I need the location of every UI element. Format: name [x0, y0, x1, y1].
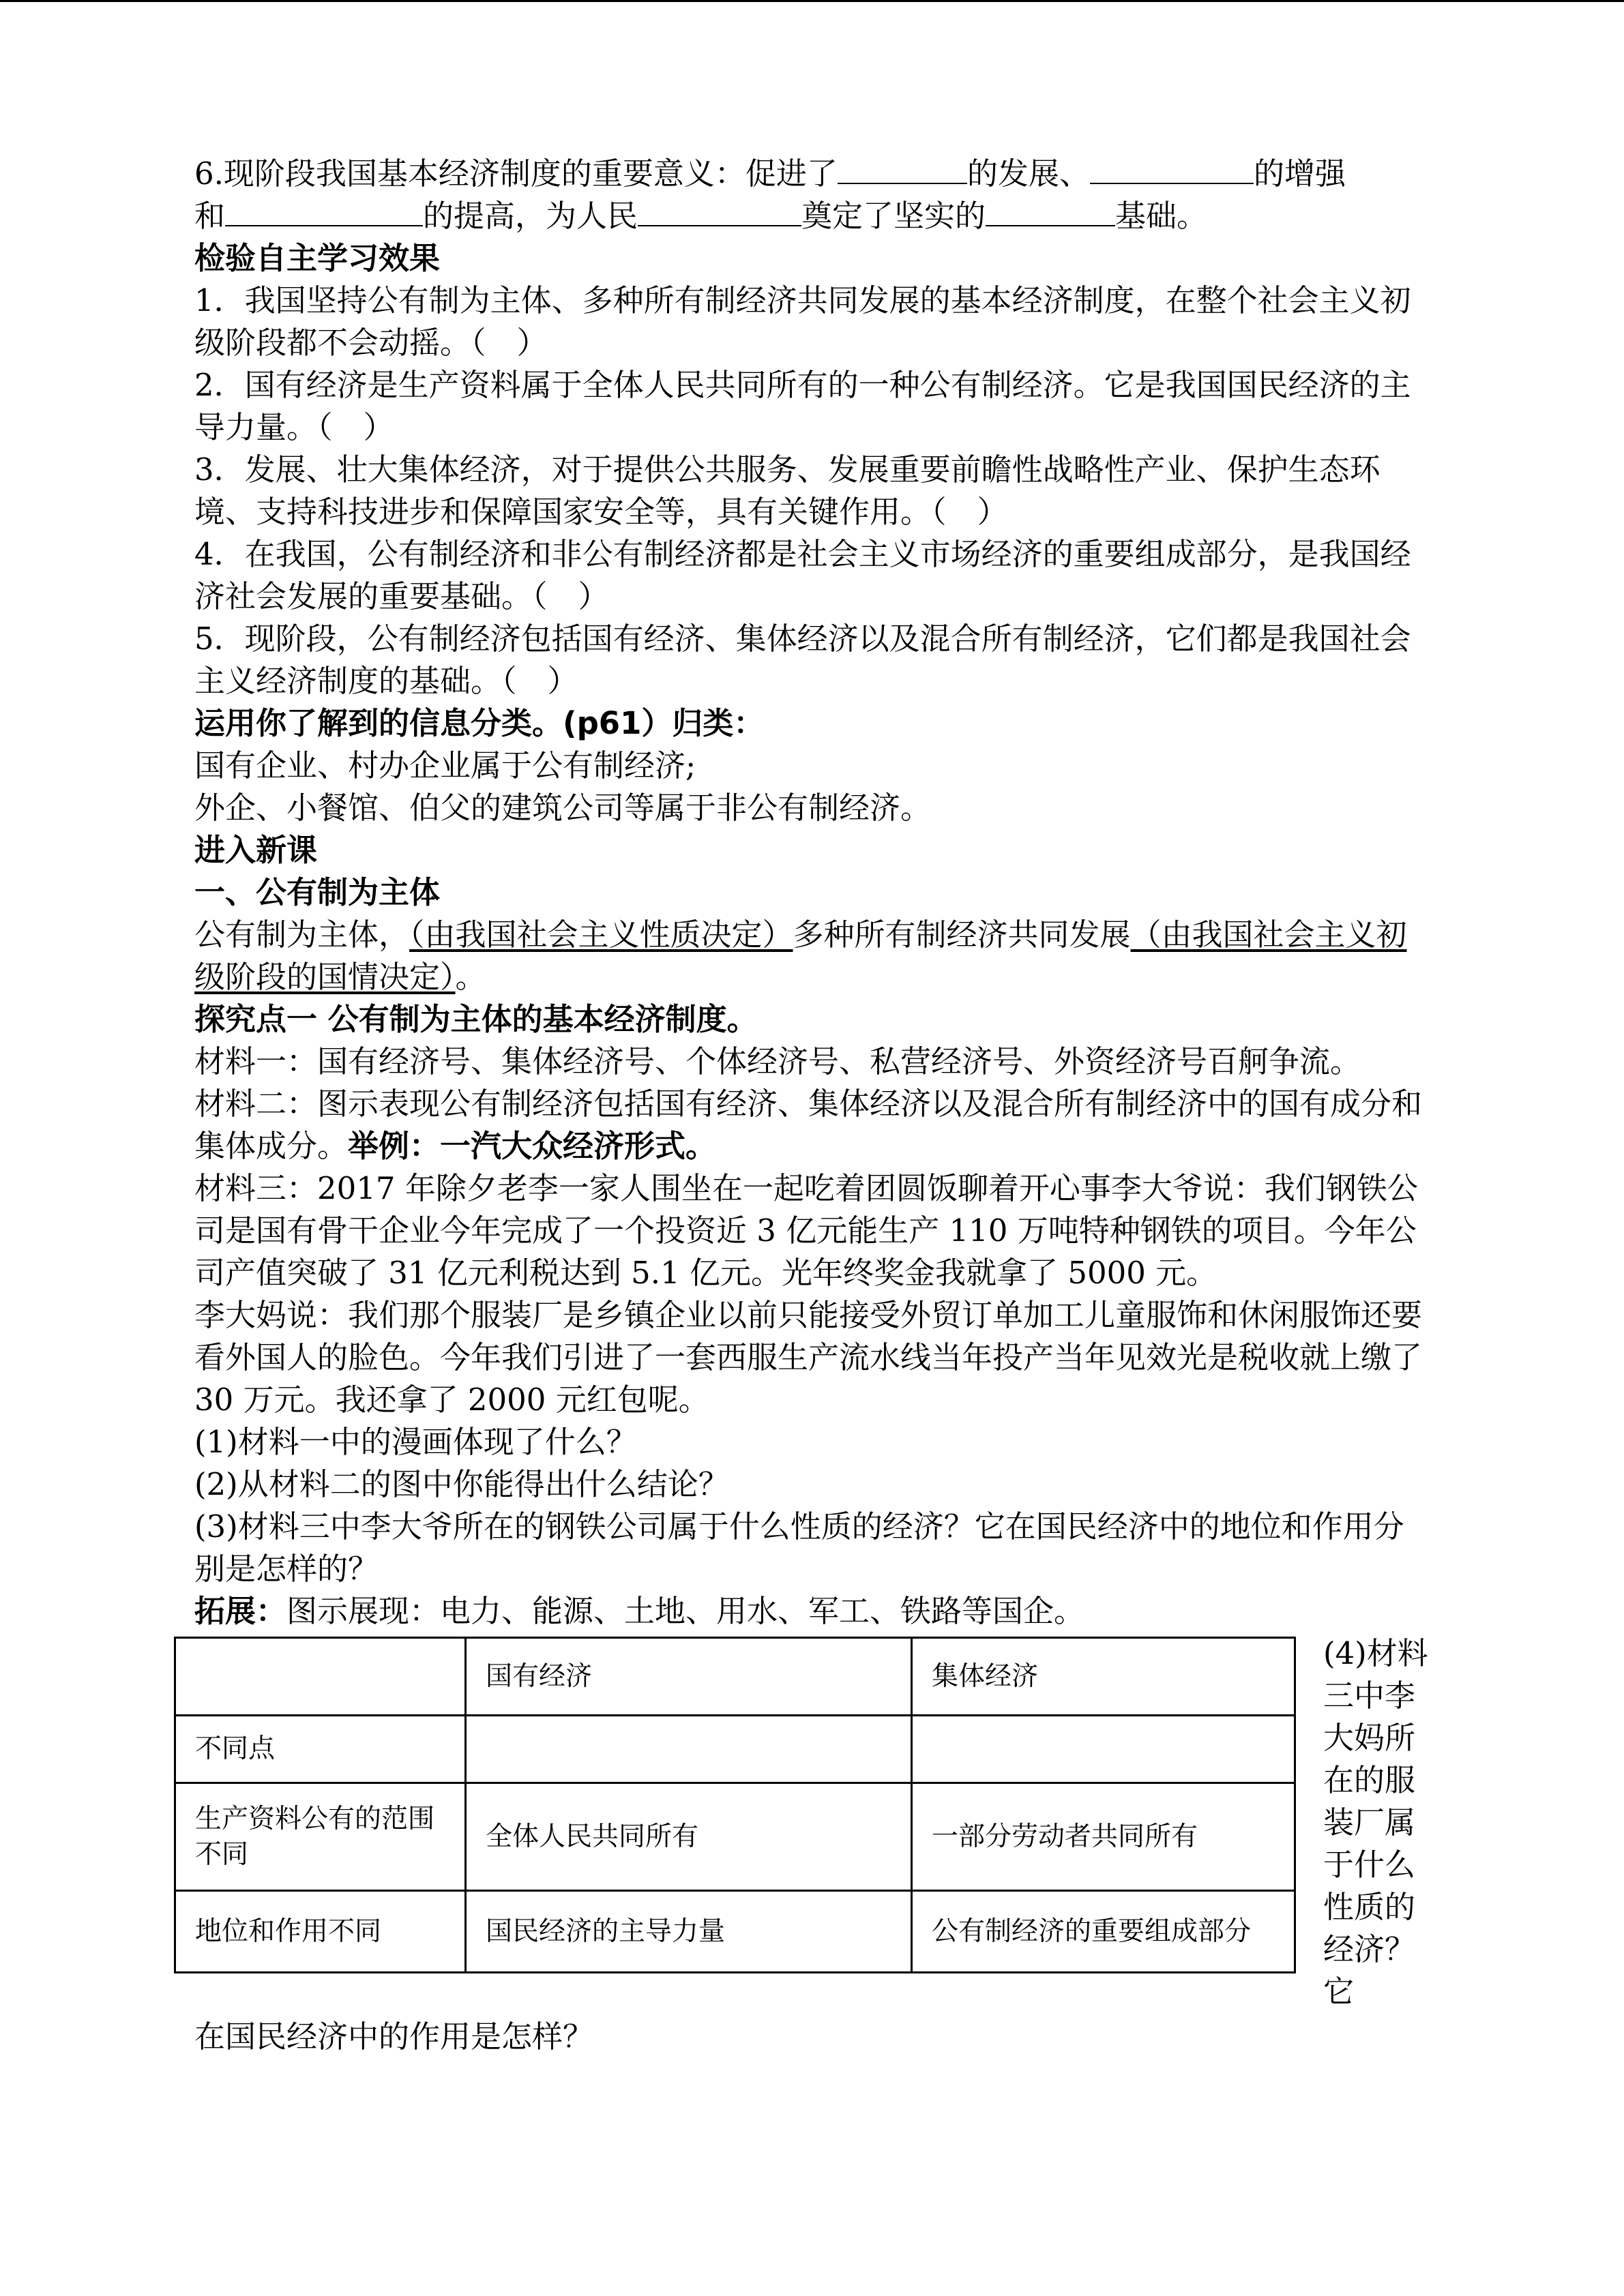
fill-blank[interactable] — [225, 195, 423, 226]
table-cell: 国民经济的主导力量 — [466, 1891, 912, 1973]
q6-text-4: 和 — [194, 198, 226, 234]
material-two — [194, 1083, 1432, 1167]
q6-text-6: 奠定了坚实的 — [801, 198, 986, 234]
classify-line: 外企、小餐馆、伯父的建筑公司等属于非公有制经济。 — [194, 790, 932, 826]
part1-text: 多种所有制经济共同发展 — [793, 916, 1131, 953]
explore-heading: 探究点一 公有制为主体的基本经济制度。 — [194, 1001, 758, 1037]
part1-underlined: （由我国社会主义初级阶段的国情决定） — [194, 916, 1407, 995]
table-cell: 地位和作用不同 — [175, 1891, 466, 1973]
part1-heading: 一、公有制为主体 — [194, 874, 441, 910]
part1-underlined: （由我国社会主义性质决定） — [409, 916, 793, 953]
part1-text: 公有制为主体， — [194, 916, 410, 953]
fill-blank[interactable] — [638, 195, 801, 226]
fill-blank[interactable] — [838, 153, 967, 184]
q6-paragraph — [194, 153, 1432, 237]
question: (1)材料一中的漫画体现了什么？ — [194, 1424, 637, 1460]
table-row — [175, 1716, 1295, 1783]
table-cell: 一部分劳动者共同所有 — [912, 1783, 1295, 1891]
classify-line: 国有企业、村办企业属于公有制经济; — [194, 747, 696, 784]
q6-text-7: 基础。 — [1115, 198, 1208, 234]
q6-text-1: 6.现阶段我国基本经济制度的重要意义：促进了 — [194, 155, 838, 192]
table-cell: 公有制经济的重要组成部分 — [912, 1891, 1295, 1973]
q6-text-5: 的提高，为人民 — [423, 198, 638, 234]
table-header-row — [175, 1638, 1295, 1716]
material-one: 材料一：国有经济号、集体经济号、个体经济号、私营经济号、外资经济号百舸争流。 — [194, 1043, 1361, 1079]
table-cell: 生产资料公有的范围不同 — [175, 1783, 466, 1891]
table-header-cell — [175, 1638, 466, 1716]
table-header-cell: 集体经济 — [912, 1638, 1295, 1716]
table-cell — [912, 1716, 1295, 1783]
table-cell — [466, 1716, 912, 1783]
q4-side-text: (4)材料三中李大妈所在的服装厂属于什么性质的经济？它 — [1323, 1635, 1428, 2010]
material-three: 材料三：2017 年除夕老李一家人围坐在一起吃着团圆饭聊着开心事李大爷说：我们钢铁公司是国有骨干企业今年完成了一个投资近 3 亿元能生产 110 万吨特种钢铁的项目。今年公司产值突破了 31 亿元利税达到 5.1 亿元。光年终奖金我就拿了 5000 元。 — [194, 1170, 1418, 1291]
fill-blank[interactable] — [1090, 153, 1254, 184]
table-cell: 全体人民共同所有 — [466, 1783, 912, 1891]
expand-text: 图示展现：电力、能源、土地、用水、军工、铁路等国企。 — [286, 1593, 1085, 1629]
check-item: 4．在我国，公有制经济和非公有制经济都是社会主义市场经济的重要组成部分，是我国经济社会发展的重要基础。（ ） — [194, 536, 1411, 614]
check-item: 2．国有经济是生产资料属于全体人民共同所有的一种公有制经济。它是我国国民经济的主导力量。（ ） — [194, 367, 1411, 445]
material-three: 李大妈说：我们那个服装厂是乡镇企业以前只能接受外贸订单加工儿童服饰和休闲服饰还要看外国人的脸色。今年我们引进了一套西服生产流水线当年投产当年见效光是税收就上缴了 30 万元。我还拿了 2000 元红包呢。 — [194, 1297, 1423, 1418]
question: (2)从材料二的图中你能得出什么结论？ — [194, 1466, 729, 1502]
part1-paragraph — [194, 914, 1432, 998]
document-page — [194, 153, 1432, 2055]
expand-paragraph — [194, 1590, 1432, 1632]
check-item: 1．我国坚持公有制为主体、多种所有制经济共同发展的基本经济制度，在整个社会主义初级阶段都不会动摇。（ ） — [194, 282, 1411, 361]
check-item: 5．现阶段，公有制经济包括国有经济、集体经济以及混合所有制经济，它们都是我国社会主义经济制度的基础。（ ） — [194, 621, 1411, 699]
classify-heading: 运用你了解到的信息分类。(p61）归类： — [194, 705, 765, 741]
material-two-text: 材料二：图示表现公有制经济包括国有经济、集体经济以及混合所有制经济中的国有成分和集体成分。 — [194, 1086, 1423, 1164]
q6-text-3: 的增强 — [1253, 155, 1346, 192]
table-header-cell: 国有经济 — [466, 1638, 912, 1716]
part1-text: 。 — [455, 959, 486, 995]
table-cell: 不同点 — [175, 1716, 466, 1783]
section-heading-check: 检验自主学习效果 — [194, 240, 441, 276]
question: (3)材料三中李大爷所在的钢铁公司属于什么性质的经济？它在国民经济中的地位和作用分别是怎样的？ — [194, 1508, 1404, 1587]
q4-tail-text: 在国民经济中的作用是怎样？ — [194, 2018, 594, 2055]
check-item: 3．发展、壮大集体经济，对于提供公共服务、发展重要前瞻性战略性产业、保护生态环境、支持科技进步和保障国家安全等，具有关键作用。（ ） — [194, 451, 1381, 530]
expand-label: 拓展： — [194, 1593, 287, 1629]
new-lesson-heading: 进入新课 — [194, 832, 318, 868]
comparison-table — [174, 1637, 1296, 1973]
material-two-example: 举例：一汽大众经济形式。 — [348, 1128, 717, 1164]
fill-blank[interactable] — [986, 195, 1115, 226]
q6-text-2: 的发展、 — [966, 155, 1090, 192]
table-row — [175, 1891, 1295, 1973]
page-top-border — [0, 0, 1624, 2]
table-row — [175, 1783, 1295, 1891]
